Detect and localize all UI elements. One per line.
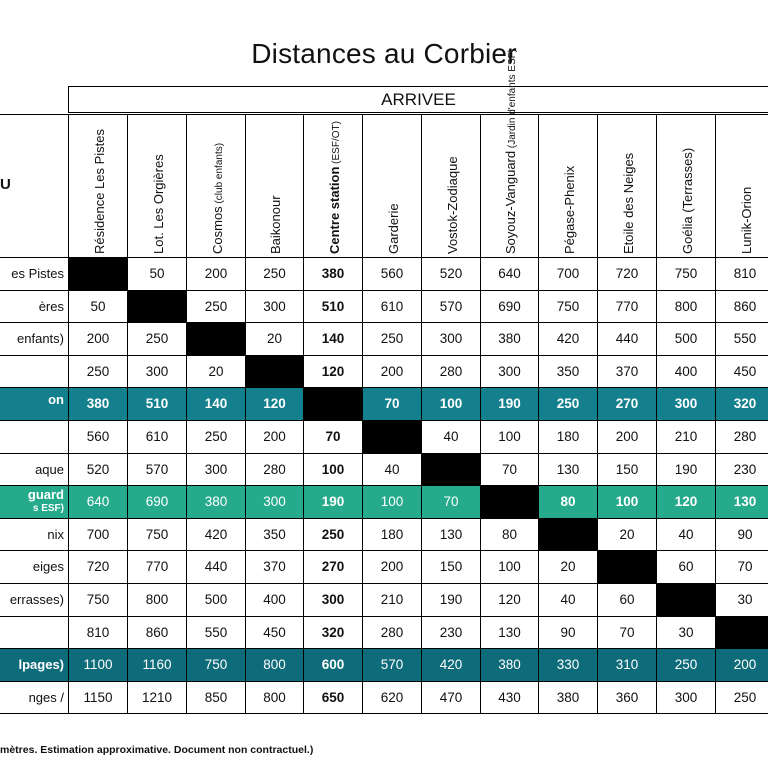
table-cell: 20 bbox=[538, 550, 597, 583]
table-cell: 70 bbox=[597, 616, 656, 649]
column-header-label bbox=[680, 148, 695, 254]
table-cell: 120 bbox=[480, 583, 538, 616]
table-cell: 100 bbox=[480, 420, 538, 453]
table-cell: 1150 bbox=[68, 681, 127, 714]
table-cell: 300 bbox=[656, 387, 715, 420]
table-cell: 140 bbox=[303, 322, 362, 355]
table-cell: 30 bbox=[656, 616, 715, 649]
column-subtitle: (Jardin d'enfants ESF) bbox=[507, 48, 518, 151]
table-cell: 620 bbox=[362, 681, 421, 714]
column-header-label bbox=[739, 187, 754, 254]
column-header-label bbox=[268, 195, 283, 254]
column-header bbox=[303, 114, 362, 257]
column-header-label bbox=[562, 166, 577, 254]
column-name: Soyouz-Vanguard bbox=[503, 150, 518, 254]
table-cell: 420 bbox=[186, 518, 245, 551]
row-label-text: on bbox=[48, 392, 64, 408]
table-cell: 210 bbox=[362, 583, 421, 616]
diagonal-cell bbox=[186, 322, 245, 355]
arrivee-header: ARRIVEE bbox=[68, 86, 768, 113]
column-header-label bbox=[151, 154, 166, 254]
column-header-label bbox=[210, 143, 225, 254]
row-label bbox=[0, 485, 68, 518]
table-cell: 420 bbox=[538, 322, 597, 355]
table-cell: 100 bbox=[480, 550, 538, 583]
row-label-line1: guard bbox=[27, 487, 64, 503]
table-cell: 80 bbox=[480, 518, 538, 551]
page-title: Distances au Corbier bbox=[251, 38, 517, 69]
table-cell: 50 bbox=[127, 257, 186, 290]
table-cell: 250 bbox=[715, 681, 768, 714]
table-cell: 130 bbox=[715, 485, 768, 518]
table-cell: 140 bbox=[186, 387, 245, 420]
table-cell: 860 bbox=[715, 290, 768, 323]
column-header-label bbox=[327, 121, 342, 254]
table-cell: 250 bbox=[245, 257, 303, 290]
depart-header-cell bbox=[0, 114, 68, 257]
table-cell: 860 bbox=[127, 616, 186, 649]
table-cell: 250 bbox=[538, 387, 597, 420]
column-name: Centre station bbox=[326, 166, 342, 254]
table-cell: 440 bbox=[186, 550, 245, 583]
diagonal-cell bbox=[421, 453, 480, 486]
table-cell: 750 bbox=[68, 583, 127, 616]
table-cell: 250 bbox=[656, 648, 715, 681]
row-label bbox=[0, 648, 68, 681]
column-name: Lunik-Orion bbox=[738, 186, 754, 254]
diagonal-cell bbox=[68, 257, 127, 290]
table-cell: 120 bbox=[656, 485, 715, 518]
table-cell: 420 bbox=[421, 648, 480, 681]
table-cell: 570 bbox=[127, 453, 186, 486]
table-cell: 1210 bbox=[127, 681, 186, 714]
table-cell: 150 bbox=[597, 453, 656, 486]
table-cell: 70 bbox=[362, 387, 421, 420]
table-cell: 850 bbox=[186, 681, 245, 714]
table-cell: 20 bbox=[245, 322, 303, 355]
row-label bbox=[0, 290, 68, 323]
table-cell: 300 bbox=[656, 681, 715, 714]
table-cell: 550 bbox=[715, 322, 768, 355]
table-cell: 20 bbox=[186, 355, 245, 388]
table-cell: 200 bbox=[362, 550, 421, 583]
row-label bbox=[0, 453, 68, 486]
table-cell: 250 bbox=[68, 355, 127, 388]
column-header-label bbox=[445, 156, 460, 254]
table-cell: 180 bbox=[538, 420, 597, 453]
table-cell: 360 bbox=[597, 681, 656, 714]
table-cell: 750 bbox=[538, 290, 597, 323]
table-cell: 700 bbox=[538, 257, 597, 290]
table-cell: 720 bbox=[68, 550, 127, 583]
table-cell: 310 bbox=[597, 648, 656, 681]
table-cell: 520 bbox=[421, 257, 480, 290]
row-label-text: errasses) bbox=[9, 592, 64, 607]
table-cell: 40 bbox=[421, 420, 480, 453]
table-cell: 230 bbox=[715, 453, 768, 486]
table-cell: 250 bbox=[303, 518, 362, 551]
table-cell: 380 bbox=[68, 387, 127, 420]
diagonal-cell bbox=[715, 616, 768, 649]
table-cell: 200 bbox=[68, 322, 127, 355]
column-header bbox=[186, 114, 245, 257]
table-cell: 570 bbox=[362, 648, 421, 681]
table-cell: 700 bbox=[68, 518, 127, 551]
table-cell: 130 bbox=[480, 616, 538, 649]
table-cell: 100 bbox=[597, 485, 656, 518]
table-cell: 270 bbox=[303, 550, 362, 583]
column-name: Vostok-Zodiaque bbox=[444, 156, 460, 254]
column-subtitle: (club enfants) bbox=[213, 142, 225, 207]
table-cell: 400 bbox=[245, 583, 303, 616]
diagonal-cell bbox=[245, 355, 303, 388]
table-cell: 200 bbox=[715, 648, 768, 681]
row-label bbox=[0, 387, 68, 420]
table-cell: 30 bbox=[715, 583, 768, 616]
table-cell: 300 bbox=[127, 355, 186, 388]
table-cell: 750 bbox=[186, 648, 245, 681]
table-cell: 430 bbox=[480, 681, 538, 714]
table-cell: 570 bbox=[421, 290, 480, 323]
table-cell: 20 bbox=[597, 518, 656, 551]
table-cell: 800 bbox=[127, 583, 186, 616]
table-cell: 40 bbox=[538, 583, 597, 616]
table-cell: 250 bbox=[186, 290, 245, 323]
table-cell: 250 bbox=[362, 322, 421, 355]
table-cell: 130 bbox=[538, 453, 597, 486]
table-cell: 270 bbox=[597, 387, 656, 420]
column-header bbox=[538, 114, 597, 257]
row-label-text: eiges bbox=[32, 559, 64, 575]
footnote: mètres. Estimation approximative. Document non contractuel.) bbox=[0, 744, 314, 756]
table-cell: 70 bbox=[421, 485, 480, 518]
table-cell: 770 bbox=[597, 290, 656, 323]
table-cell: 750 bbox=[656, 257, 715, 290]
row-label bbox=[0, 681, 68, 714]
table-cell: 380 bbox=[186, 485, 245, 518]
column-header bbox=[480, 48, 538, 257]
column-name: Pégase-Phenix bbox=[561, 165, 577, 254]
table-cell: 350 bbox=[538, 355, 597, 388]
table-cell: 200 bbox=[362, 355, 421, 388]
table-cell: 250 bbox=[186, 420, 245, 453]
table-cell: 550 bbox=[186, 616, 245, 649]
table-cell: 750 bbox=[127, 518, 186, 551]
diagonal-cell bbox=[597, 550, 656, 583]
table-cell: 190 bbox=[303, 485, 362, 518]
table-cell: 280 bbox=[421, 355, 480, 388]
table-cell: 230 bbox=[421, 616, 480, 649]
diagonal-cell bbox=[538, 518, 597, 551]
diagonal-cell bbox=[656, 583, 715, 616]
column-name: Goélia (Terrasses) bbox=[679, 147, 695, 254]
table-cell: 300 bbox=[245, 485, 303, 518]
table-cell: 200 bbox=[597, 420, 656, 453]
column-name: Résidence Les Pistes bbox=[91, 128, 107, 254]
table-cell: 60 bbox=[656, 550, 715, 583]
table-cell: 1160 bbox=[127, 648, 186, 681]
table-cell: 70 bbox=[480, 453, 538, 486]
table-cell: 510 bbox=[127, 387, 186, 420]
table-cell: 40 bbox=[656, 518, 715, 551]
table-cell: 50 bbox=[68, 290, 127, 323]
table-cell: 300 bbox=[245, 290, 303, 323]
table-cell: 800 bbox=[656, 290, 715, 323]
table-cell: 90 bbox=[538, 616, 597, 649]
table-cell: 380 bbox=[480, 322, 538, 355]
column-name: Baikonour bbox=[268, 195, 283, 254]
column-header bbox=[597, 114, 656, 257]
row-label-text: nix bbox=[47, 526, 64, 542]
table-cell: 560 bbox=[362, 257, 421, 290]
column-name: Etoile des Neiges bbox=[620, 152, 636, 254]
table-cell: 440 bbox=[597, 322, 656, 355]
row-label bbox=[0, 583, 68, 616]
column-name: Lot. Les Orgières bbox=[150, 154, 166, 254]
column-header-label bbox=[92, 129, 107, 254]
table-cell: 500 bbox=[656, 322, 715, 355]
table-cell: 120 bbox=[245, 387, 303, 420]
table-cell: 300 bbox=[480, 355, 538, 388]
depart-header-fragment: U bbox=[0, 176, 11, 193]
table-cell: 600 bbox=[303, 648, 362, 681]
table-cell: 640 bbox=[68, 485, 127, 518]
column-header bbox=[245, 114, 303, 257]
table-cell: 1100 bbox=[68, 648, 127, 681]
column-header bbox=[421, 114, 480, 257]
diagonal-cell bbox=[362, 420, 421, 453]
column-header-label bbox=[503, 49, 518, 254]
column-subtitle: (ESF/OT) bbox=[330, 121, 342, 167]
table-cell: 200 bbox=[186, 257, 245, 290]
table-cell: 120 bbox=[303, 355, 362, 388]
row-label-text: ères bbox=[38, 298, 64, 314]
table-cell: 610 bbox=[362, 290, 421, 323]
row-label-text: lpages) bbox=[18, 657, 64, 673]
column-header bbox=[127, 114, 186, 257]
column-name: Cosmos bbox=[209, 206, 225, 254]
table-cell: 810 bbox=[715, 257, 768, 290]
row-label bbox=[0, 518, 68, 551]
table-cell: 60 bbox=[597, 583, 656, 616]
column-header-label bbox=[621, 153, 636, 254]
table-cell: 510 bbox=[303, 290, 362, 323]
table-cell: 370 bbox=[597, 355, 656, 388]
row-label bbox=[0, 550, 68, 583]
table-cell: 90 bbox=[715, 518, 768, 551]
table-cell: 690 bbox=[127, 485, 186, 518]
table-cell: 650 bbox=[303, 681, 362, 714]
table-cell: 800 bbox=[245, 648, 303, 681]
column-header bbox=[656, 114, 715, 257]
table-cell: 450 bbox=[715, 355, 768, 388]
table-cell: 810 bbox=[68, 616, 127, 649]
row-label bbox=[0, 616, 68, 649]
table-cell: 330 bbox=[538, 648, 597, 681]
row-label bbox=[0, 355, 68, 388]
row-label bbox=[0, 420, 68, 453]
table-bottom-border bbox=[0, 713, 768, 714]
table-cell: 280 bbox=[245, 453, 303, 486]
table-cell: 300 bbox=[421, 322, 480, 355]
table-cell: 640 bbox=[480, 257, 538, 290]
table-cell: 190 bbox=[480, 387, 538, 420]
table-cell: 500 bbox=[186, 583, 245, 616]
table-cell: 770 bbox=[127, 550, 186, 583]
table-cell: 100 bbox=[303, 453, 362, 486]
table-cell: 300 bbox=[186, 453, 245, 486]
table-cell: 470 bbox=[421, 681, 480, 714]
table-cell: 800 bbox=[245, 681, 303, 714]
table-cell: 70 bbox=[303, 420, 362, 453]
table-cell: 180 bbox=[362, 518, 421, 551]
column-header bbox=[362, 114, 421, 257]
row-label-line2: s ESF) bbox=[32, 503, 64, 515]
table-cell: 450 bbox=[245, 616, 303, 649]
row-label-text: aque bbox=[35, 461, 64, 477]
table-cell: 520 bbox=[68, 453, 127, 486]
table-cell: 320 bbox=[303, 616, 362, 649]
diagonal-cell bbox=[480, 485, 538, 518]
row-label bbox=[0, 322, 68, 355]
table-cell: 560 bbox=[68, 420, 127, 453]
diagonal-cell bbox=[303, 387, 362, 420]
table-cell: 380 bbox=[480, 648, 538, 681]
table-cell: 300 bbox=[303, 583, 362, 616]
column-header bbox=[68, 114, 127, 257]
table-cell: 690 bbox=[480, 290, 538, 323]
table-cell: 80 bbox=[538, 485, 597, 518]
table-cell: 130 bbox=[421, 518, 480, 551]
table-cell: 190 bbox=[421, 583, 480, 616]
table-cell: 370 bbox=[245, 550, 303, 583]
table-cell: 210 bbox=[656, 420, 715, 453]
table-cell: 400 bbox=[656, 355, 715, 388]
table-cell: 100 bbox=[421, 387, 480, 420]
table-cell: 320 bbox=[715, 387, 768, 420]
column-header bbox=[715, 114, 768, 257]
row-label-text: enfants) bbox=[17, 331, 64, 347]
table-cell: 280 bbox=[362, 616, 421, 649]
diagonal-cell bbox=[127, 290, 186, 323]
table-cell: 720 bbox=[597, 257, 656, 290]
row-label bbox=[0, 257, 68, 290]
table-cell: 250 bbox=[127, 322, 186, 355]
table-cell: 280 bbox=[715, 420, 768, 453]
column-name: Garderie bbox=[385, 203, 401, 254]
table-cell: 350 bbox=[245, 518, 303, 551]
table-cell: 190 bbox=[656, 453, 715, 486]
table-cell: 40 bbox=[362, 453, 421, 486]
table-cell: 380 bbox=[303, 257, 362, 290]
table-cell: 100 bbox=[362, 485, 421, 518]
row-label-text: nges / bbox=[28, 689, 64, 705]
row-label-text: es Pistes bbox=[11, 266, 64, 281]
table-cell: 610 bbox=[127, 420, 186, 453]
table-cell: 200 bbox=[245, 420, 303, 453]
table-cell: 70 bbox=[715, 550, 768, 583]
table-cell: 380 bbox=[538, 681, 597, 714]
column-header-label bbox=[386, 203, 401, 254]
table-cell: 150 bbox=[421, 550, 480, 583]
